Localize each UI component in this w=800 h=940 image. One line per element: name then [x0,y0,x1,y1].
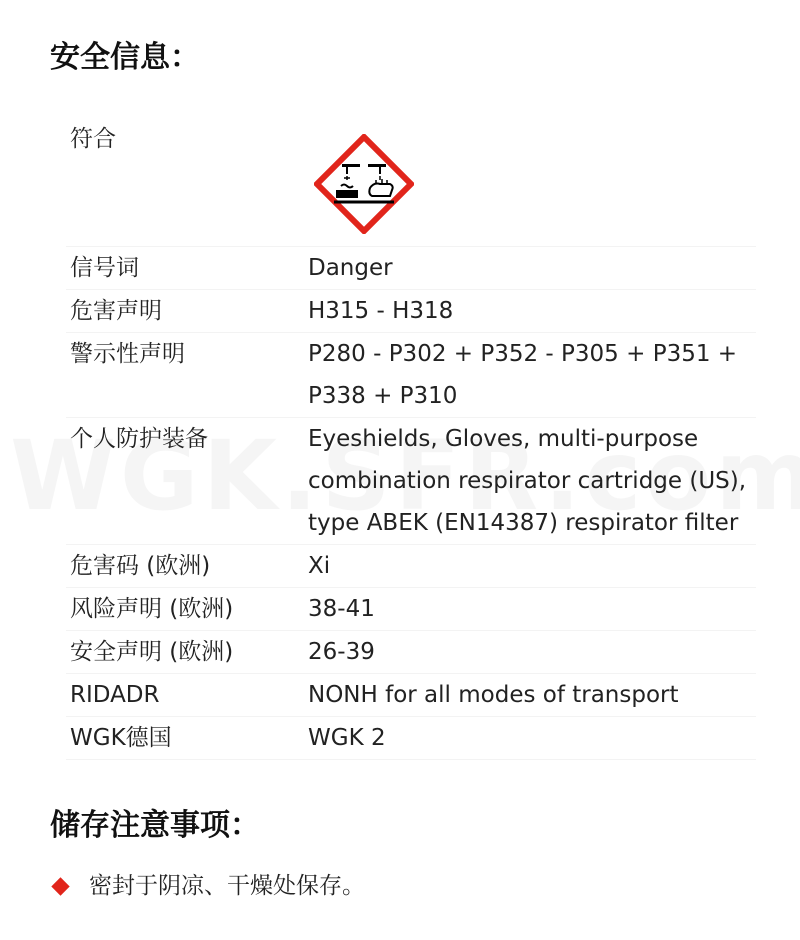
storage-item-text: 密封于阴凉、干燥处保存。 [89,873,365,899]
row-label: 危害声明 [70,298,162,324]
row-label: 安全声明 (欧洲) [70,639,234,665]
table-row [66,588,756,631]
row-label: 警示性声明 [70,341,185,367]
row-value: Xi [308,553,331,579]
table-row [66,631,756,674]
table-row [66,290,756,333]
table-row [66,545,756,588]
row-label: WGK德国 [70,725,172,751]
diamond-bullet-icon [51,877,69,895]
row-value: WGK 2 [308,725,386,751]
corrosion-pictogram-icon [314,134,414,234]
safety-section-title: 安全信息： [50,40,200,75]
table-row [66,333,756,418]
table-row [66,118,756,247]
row-label: RIDADR [70,682,160,708]
storage-list [50,866,365,906]
table-row [66,418,756,545]
row-label: 符合 [70,126,116,152]
row-label: 危害码 (欧洲) [70,553,211,579]
storage-section-title: 储存注意事项： [50,808,260,843]
safety-info-table [66,118,756,760]
row-value: NONH for all modes of transport [308,682,679,708]
list-item [50,866,365,906]
row-value: H315 - H318 [308,298,454,324]
table-row [66,247,756,290]
row-value [308,118,756,246]
row-value: P280 - P302 + P352 - P305 + P351 + P338 + P310 [308,341,738,409]
row-value: 38-41 [308,596,375,622]
row-value: Danger [308,255,393,281]
row-value: 26-39 [308,639,375,665]
row-label: 风险声明 (欧洲) [70,596,234,622]
row-label: 个人防护装备 [70,426,208,452]
row-label: 信号词 [70,255,139,281]
table-row [66,717,756,760]
row-value: Eyeshields, Gloves, multi-purpose combination respirator cartridge (US), type ABEK (EN14387) respirator filter [308,426,747,536]
table-row [66,674,756,717]
